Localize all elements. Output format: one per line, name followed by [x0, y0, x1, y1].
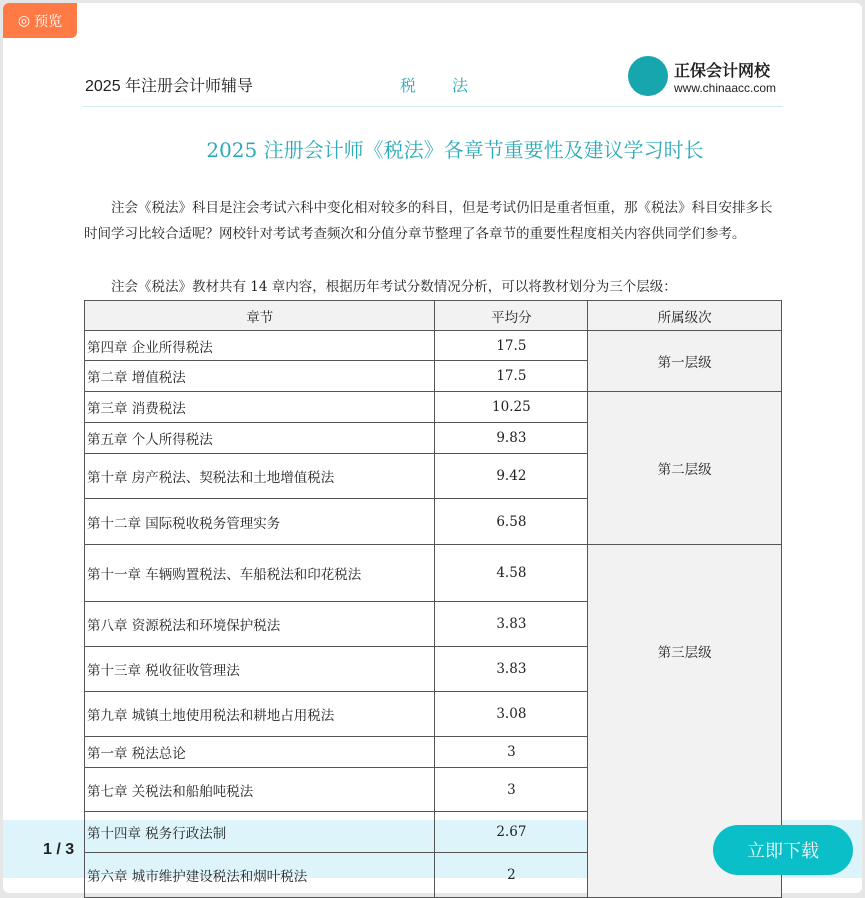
header-divider — [83, 106, 783, 107]
table-row: 第十二章 国际税收税务管理实务 6.58 — [85, 499, 782, 545]
table-row: 第一章 税法总论 3 — [85, 737, 782, 768]
table-row: 第十章 房产税法、契税法和土地增值税法 9.42 — [85, 454, 782, 499]
paragraph: 注会《税法》教材共有 14 章内容，根据历年考试分数情况分析，可以将教材划分为三个层级： — [111, 279, 677, 295]
page-indicator: 1 / 3 — [43, 841, 75, 858]
table-row: 第八章 资源税法和环境保护税法 3.83 — [85, 602, 782, 647]
chapter-table: 章节 平均分 所属级次 第四章 企业所得税法 17.5 第一层级 第二章 增值税法 17.5 第三章 消费税法 10.25 第二层级 第五章 个人所得税法 9.83 第十章 房产税法、契税法和土地增值税法 9.42 第十二章 国际税收税务管理实务 6.58 第十一章 车辆购置税法、车船税法和印花税法 4.58 第三层级 第八章 资源税法和环境保护税法 3.83 第十三章 税收征收管理法 3.83 第九章 城镇土地使用税法和耕地占用税法 3.08 第一章 税法总论 3 第七章 关税法和船舶吨税法 3 第十四章 税务行政法制 2.67 第六章 城市维护建设税法和烟叶税法 2 — [84, 300, 782, 898]
table-row: 第六章 城市维护建设税法和烟叶税法 2 — [85, 853, 782, 898]
header-subject: 税法 — [400, 78, 505, 95]
table-row: 第三章 消费税法 10.25 第二层级 — [85, 392, 782, 423]
table-row: 第七章 关税法和船舶吨税法 3 — [85, 768, 782, 812]
tier-cell: 第一层级 — [588, 331, 782, 392]
table-row: 第四章 企业所得税法 17.5 第一层级 — [85, 331, 782, 361]
table-row: 第九章 城镇土地使用税法和耕地占用税法 3.08 — [85, 692, 782, 737]
paragraph: 注会《税法》科目是注会考试六科中变化相对较多的科目，但是考试仍旧是重者恒重，那《税法》科目安排多长时间学习比较合适呢？网校针对考试考查频次和分值分章节整理了各章节的重要性程度相关内容供同学们参考。 — [84, 200, 773, 242]
header-left: 2025 年注册会计师辅导 — [85, 78, 254, 95]
logo-icon — [628, 56, 668, 96]
download-button[interactable]: 立即下载 — [713, 825, 853, 875]
table-row: 第十一章 车辆购置税法、车船税法和印花税法 4.58 第三层级 — [85, 545, 782, 602]
preview-badge: ◎ 预览 — [3, 3, 77, 38]
table-row: 第五章 个人所得税法 9.83 — [85, 423, 782, 454]
tier-cell: 第三层级 — [588, 545, 782, 898]
table-row: 第十四章 税务行政法制 2.67 — [85, 812, 782, 853]
table-row: 第二章 增值税法 17.5 — [85, 361, 782, 392]
logo: 正保会计网校 www.chinaacc.com — [628, 56, 776, 96]
table-row: 第十三章 税收征收管理法 3.83 — [85, 647, 782, 692]
doc-title: 2025 注册会计师《税法》各章节重要性及建议学习时长 — [206, 138, 704, 162]
eye-icon: ◎ — [17, 12, 31, 28]
tier-cell: 第二层级 — [588, 392, 782, 545]
